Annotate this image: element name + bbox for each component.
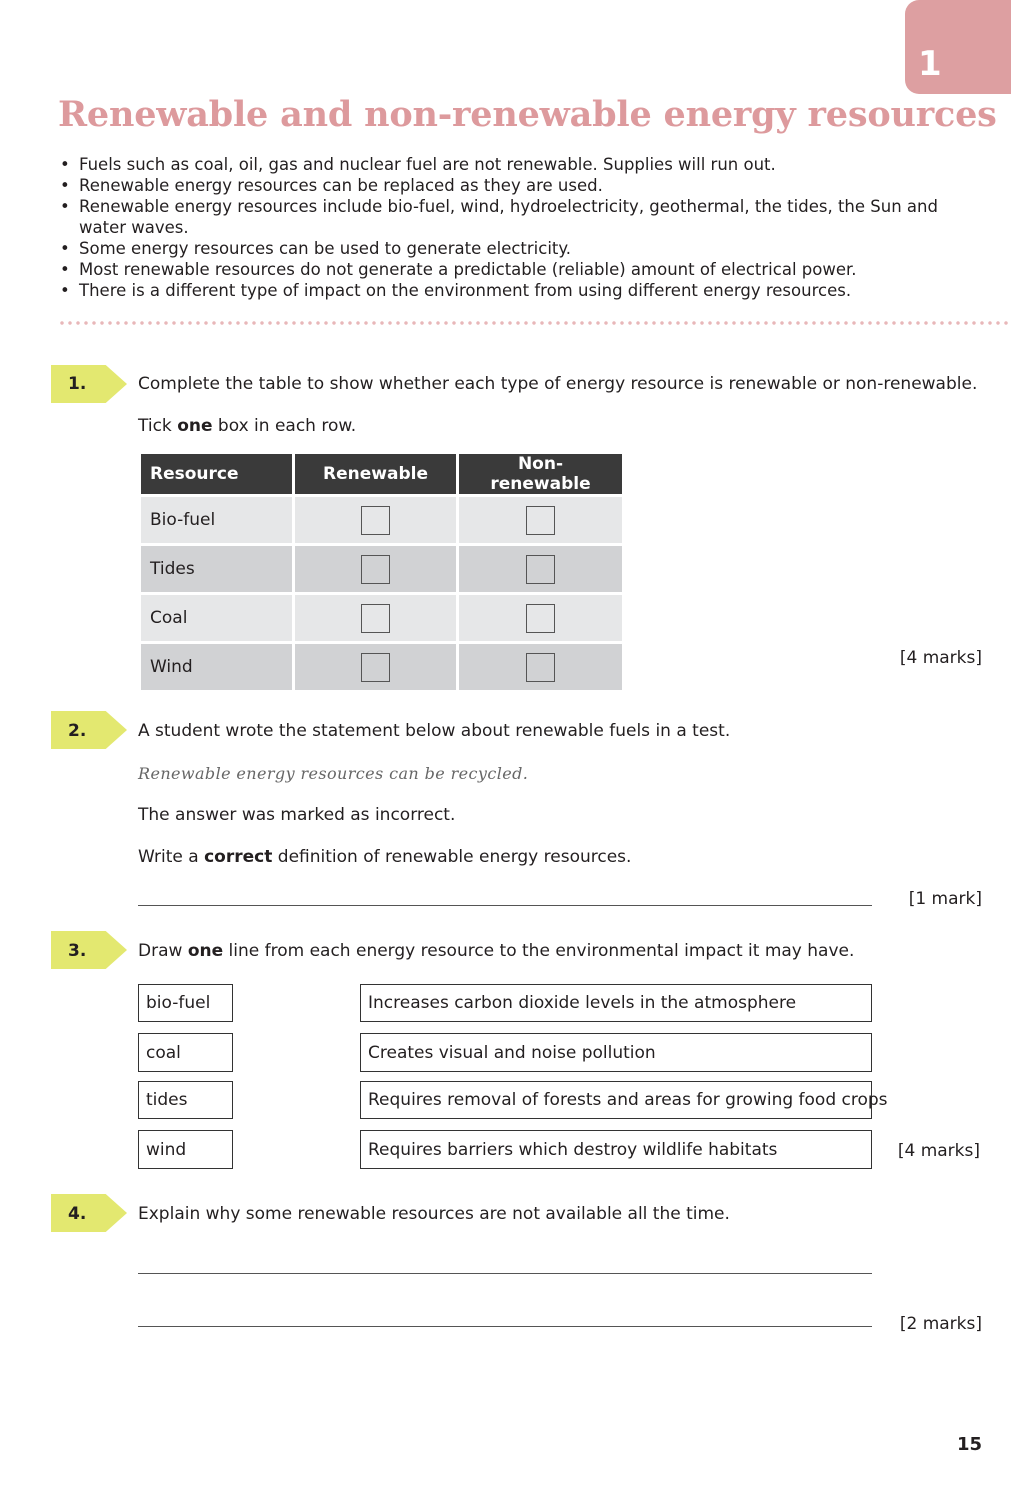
question-4-marks: [2 marks] [899,1314,982,1334]
table-row [141,546,622,592]
key-point: • Renewable energy resources can be replaced as they are used. [60,175,980,196]
resource-box-coal[interactable]: coal [138,1033,233,1072]
chapter-number: 1 [918,44,942,84]
answer-line[interactable] [138,1326,872,1327]
question-3-badge [51,931,127,969]
key-point: • Most renewable resources do not generate a predictable (reliable) amount of electrical power. [60,259,980,280]
question-2-marks: [1 mark] [908,889,982,909]
answer-line[interactable] [138,905,872,906]
column-header-non-renewable: Non-renewable [459,454,622,494]
question-2-number: 2. [68,721,87,741]
question-1-prompt: Complete the table to show whether each type of energy resource is renewable or non-renewable. [138,374,978,394]
impact-box[interactable]: Increases carbon dioxide levels in the atmosphere [360,984,872,1022]
impact-box[interactable]: Creates visual and noise pollution [360,1033,872,1072]
answer-line[interactable] [138,1273,872,1274]
resource-name: Wind [141,644,292,690]
student-answer: Renewable energy resources can be recycled. [138,764,529,783]
resource-name: Coal [141,595,292,641]
question-2-badge [51,711,127,749]
renewable-checkbox[interactable] [361,555,390,584]
renewable-checkbox[interactable] [361,653,390,682]
resource-box-tides[interactable]: tides [138,1081,233,1119]
non-renewable-checkbox[interactable] [526,604,555,633]
resource-name: Bio-fuel [141,497,292,543]
key-points-list [60,154,980,301]
question-3-number: 3. [68,941,87,961]
resource-box-wind[interactable]: wind [138,1130,233,1169]
resource-box-bio-fuel[interactable]: bio-fuel [138,984,233,1022]
non-renewable-checkbox[interactable] [526,555,555,584]
question-4-badge [51,1194,127,1232]
key-point: • Fuels such as coal, oil, gas and nuclear fuel are not renewable. Supplies will run out. [60,154,980,175]
page-number: 15 [956,1434,982,1455]
dotted-divider [58,320,1011,326]
resource-name: Tides [141,546,292,592]
non-renewable-checkbox[interactable] [526,653,555,682]
column-header-renewable: Renewable [295,454,456,494]
table-row [141,497,622,543]
key-point: • There is a different type of impact on the environment from using different energy resources. [60,280,980,301]
energy-resource-table [138,451,625,693]
page-title: Renewable and non-renewable energy resources [58,94,997,135]
renewable-checkbox[interactable] [361,604,390,633]
non-renewable-checkbox[interactable] [526,506,555,535]
question-2-feedback: The answer was marked as incorrect. [138,805,456,825]
question-2-prompt: A student wrote the statement below about renewable fuels in a test. [138,721,731,741]
question-1-instruction: Tick one box in each row. [138,416,357,436]
question-4-prompt: Explain why some renewable resources are not available all the time. [138,1204,730,1224]
question-4-number: 4. [68,1204,87,1224]
table-row [141,644,622,690]
key-point: • Renewable energy resources include bio-fuel, wind, hydroelectricity, geothermal, the tides, the Sun and water waves. [60,196,980,238]
question-3-marks: [4 marks] [897,1141,980,1161]
question-3-prompt: Draw one line from each energy resource to the environmental impact it may have. [138,941,855,961]
question-1-number: 1. [68,374,87,394]
key-point: • Some energy resources can be used to generate electricity. [60,238,980,259]
question-1-marks: [4 marks] [899,648,982,668]
question-2-instruction: Write a correct definition of renewable energy resources. [138,847,632,867]
column-header-resource: Resource [141,454,292,494]
impact-box[interactable]: Requires barriers which destroy wildlife habitats [360,1130,872,1169]
impact-box[interactable]: Requires removal of forests and areas for growing food crops [360,1081,872,1119]
renewable-checkbox[interactable] [361,506,390,535]
table-row [141,595,622,641]
question-1-badge [51,365,127,403]
